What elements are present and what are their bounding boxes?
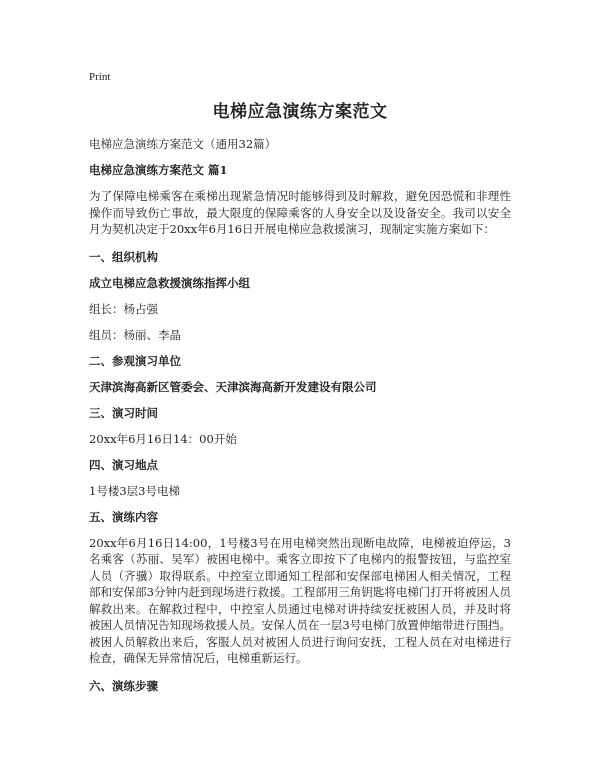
heading-steps: 六、演练步骤	[89, 678, 158, 693]
content-paragraph: 20xx年6月16日14:00，1号楼3号在用电梯突然出现断电故障，电梯被迫停运，3名乘客（苏丽、吴军）被困电梯中。乘客立即按下了电梯内的报警按钮，与监控室人员（齐骥）取得联系。中控室立即通知工程部和安保部电梯困人相关情况，工程部和安保部3分钟内赶到现场进行救援。工程部用三角钥匙将电梯门打开将被困人员解救出来。在解救过程中，中控室人员通过电梯对讲持续安抚被困人员，并及时将被困人员情况告知现场救援人员。安保人员在一层3号电梯门放置伸缩带进行围挡。被困人员解救出来后，客服人员对被困人员进行询问安抚，工程人员在对电梯进行检查，确保无异常情况后，电梯重新运行。	[89, 535, 511, 665]
heading-time: 三、演习时间	[89, 405, 158, 420]
heading-observers: 二、参观演习单位	[89, 353, 181, 368]
print-label[interactable]: Print	[89, 71, 111, 83]
intro-paragraph: 为了保障电梯乘客在乘梯出现紧急情况时能够得到及时解救，避免因恐慌和非理性操作而导致伤亡事故，最大限度的保障乘客的人身安全以及设备安全。我司以安全月为契机决定于20xx年6月16日开展电梯应急救援演习，现制定实施方案如下：	[89, 189, 511, 236]
team-members: 组员：杨丽、李晶	[89, 327, 181, 342]
document-subtitle: 电梯应急演练方案范文（通用32篇）	[89, 137, 277, 151]
heading-content: 五、演练内容	[89, 509, 158, 524]
team-leader: 组长：杨占强	[89, 301, 158, 316]
observer-units: 天津滨海高新区管委会、天津滨海高新开发建设有限公司	[89, 379, 377, 394]
drill-time: 20xx年6月16日14：00开始	[89, 431, 237, 446]
heading-organization: 一、组织机构	[89, 249, 158, 264]
heading-location: 四、演习地点	[89, 457, 158, 472]
section-title: 电梯应急演练方案范文 篇1	[89, 163, 228, 177]
drill-location: 1号楼3层3号电梯	[89, 483, 180, 498]
organization-subheading: 成立电梯应急救援演练指挥小组	[89, 275, 250, 290]
page-title: 电梯应急演练方案范文	[212, 102, 388, 122]
